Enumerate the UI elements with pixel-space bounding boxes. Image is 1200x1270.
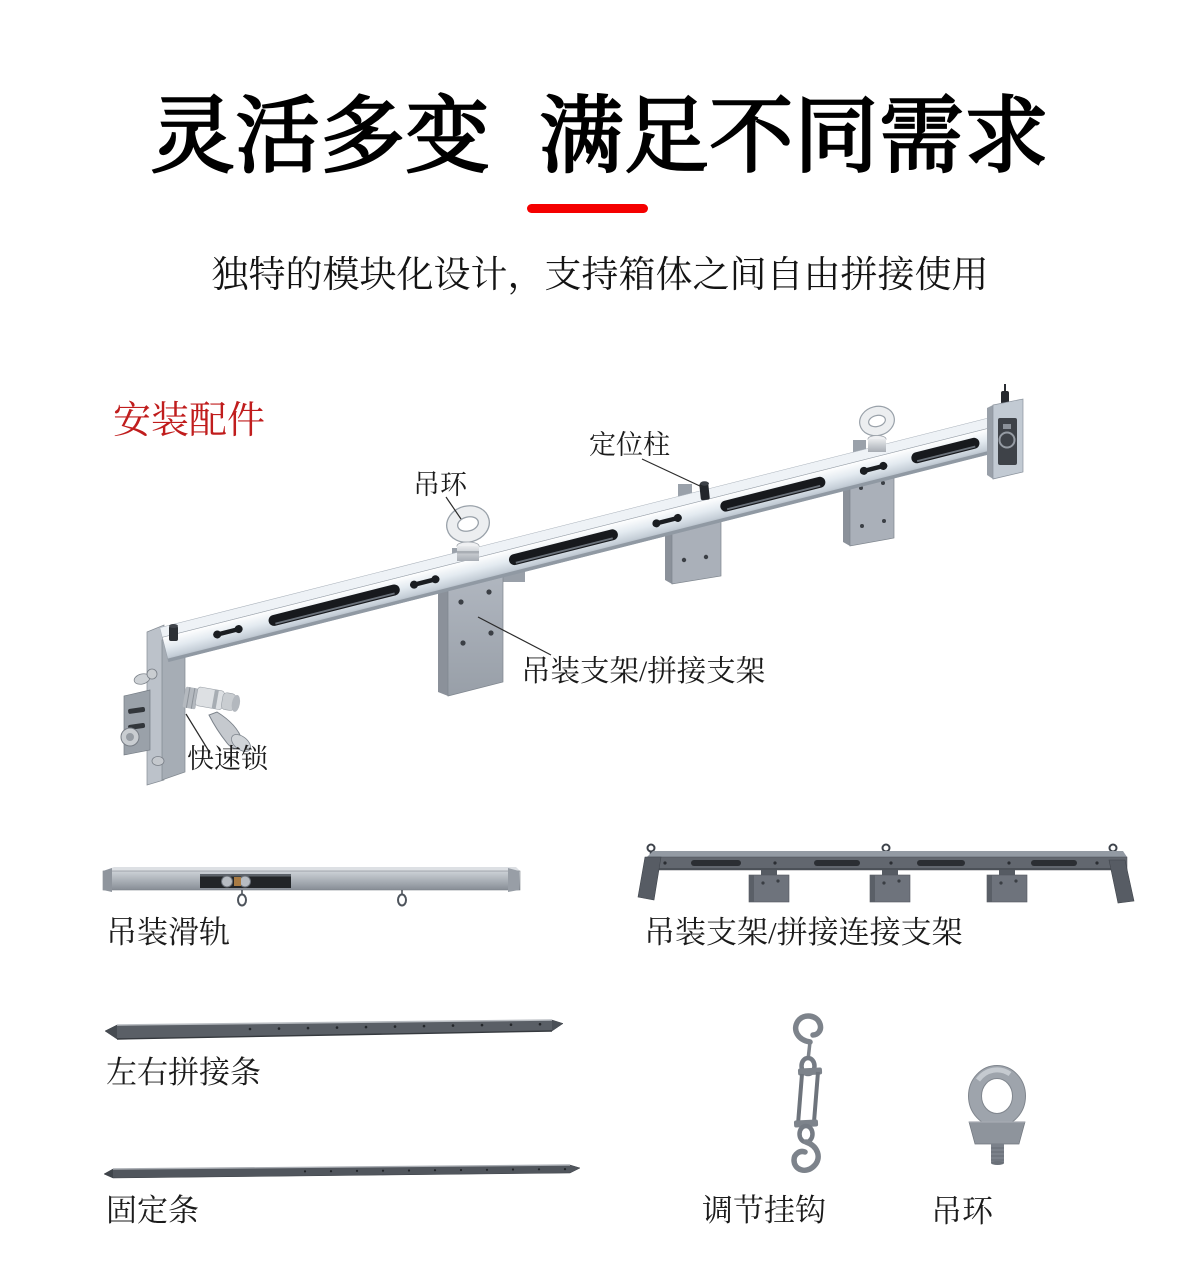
label-slide-rail: 吊装滑轨 xyxy=(106,915,230,950)
label-fixed-strip: 固定条 xyxy=(106,1193,199,1228)
callout-quick-lock: 快速锁 xyxy=(187,744,268,774)
section-label: 安装配件 xyxy=(113,400,266,442)
hook-ring xyxy=(238,895,246,906)
leader-positioning-post xyxy=(642,459,702,487)
eye-bolt-image xyxy=(948,1058,1052,1168)
bracket-rail-image xyxy=(635,842,1135,906)
splice-strip-image xyxy=(100,1014,570,1044)
page-subtitle: 独特的模块化设计，支持箱体之间自由拼接使用 xyxy=(211,254,989,295)
slide-rail-image xyxy=(100,862,530,908)
end-plate-right xyxy=(1109,860,1134,903)
label-adjust-hook: 调节挂钩 xyxy=(702,1193,826,1228)
label-splice-strip: 左右拼接条 xyxy=(106,1055,261,1090)
quick-lock-cylinder xyxy=(182,685,241,717)
adjust-hook-image xyxy=(770,1008,854,1188)
callout-lifting-ring: 吊环 xyxy=(413,470,467,500)
red-divider xyxy=(527,204,648,213)
hook-ring xyxy=(398,895,406,906)
top-hook xyxy=(796,1016,821,1042)
end-plate-left xyxy=(638,857,661,900)
bottom-hook xyxy=(794,1142,818,1170)
label-bracket-rail: 吊装支架/拼接连接支架 xyxy=(644,915,963,950)
roller xyxy=(222,876,233,887)
fixed-strip-image xyxy=(100,1158,590,1184)
roller xyxy=(240,876,251,887)
right-end-lock xyxy=(987,384,1023,479)
label-eye-bolt: 吊环 xyxy=(931,1194,993,1229)
brackets xyxy=(749,870,1027,902)
positioning-post xyxy=(699,481,710,500)
callout-positioning-post: 定位柱 xyxy=(589,430,670,460)
callout-hanging-splicing-bracket: 吊装支架/拼接支架 xyxy=(521,656,766,688)
page-title: 灵活多变 满足不同需求 xyxy=(150,89,1050,183)
